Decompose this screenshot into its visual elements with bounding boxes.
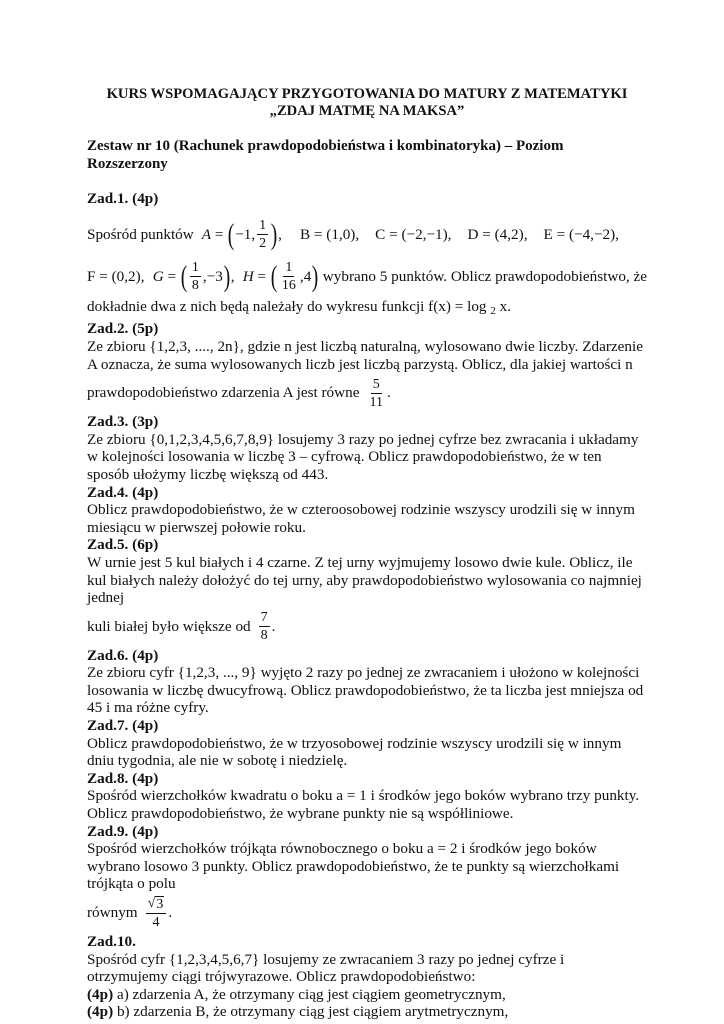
point-a-x: −1,	[235, 225, 256, 243]
point-h-name: H	[242, 267, 254, 285]
task-2-fraction-line: prawdopodobieństwo zdarzenia A jest równe $\frac{5}{11}$ .	[87, 376, 391, 410]
task-5-fraction: $\frac{7}{8}$	[260, 610, 268, 644]
task-10-heading: Zad.10.	[87, 933, 136, 950]
point-c: C = (−2,−1),	[375, 225, 452, 243]
task-8-heading: Zad.8. (4p)	[87, 769, 159, 787]
point-g-name: G	[152, 267, 164, 285]
task-9-heading: Zad.9. (4p)	[87, 822, 159, 840]
point-h-x-fraction: $\frac{1}{16}$	[281, 260, 296, 294]
point-d: D = (4,2),	[467, 225, 528, 243]
task-9-text: Spośród wierzchołków trójkąta równobocznego o boku a = 2 i środków jego boków wybrano losowo 3 punkty. Oblicz prawdopodobieństwo, że te punkty są wierzchołkami trójkąta o polu	[87, 840, 620, 893]
task-9-fraction-line: równym √ 3 4 .	[87, 896, 173, 930]
square-root: √ 3	[147, 896, 164, 912]
task-7-heading: Zad.7. (4p)	[87, 717, 159, 735]
document-page	[87, 86, 647, 1021]
task-6-text: Ze zbioru cyfr {1,2,3, ..., 9} wyjęto 2 razy po jednej ze zwracaniem i ułożono w kolejności losowania w liczbę dwucyfrową. Oblicz prawdopodobieństwo, że ta liczba jest mniejsza od 45 i ma różne cyfry.	[87, 664, 644, 717]
log-base: 2	[490, 304, 496, 317]
task-1-lead: Spośród punktów	[87, 225, 194, 243]
task-2-fraction: $\frac{5}{11}$	[369, 376, 383, 410]
point-a-y-fraction: $\frac{1}{2}$	[259, 218, 267, 252]
task-1-text-a: wybrano 5 punktów. Oblicz prawdopodobieństwo, że	[322, 267, 648, 285]
title-line-1: KURS WSPOMAGAJĄCY PRZYGOTOWANIA DO MATURY Z MATEMATYKI	[106, 86, 628, 102]
task-5-heading: Zad.5. (6p)	[87, 536, 159, 554]
task-4-heading: Zad.4. (4p)	[87, 483, 159, 501]
task-9-fraction: √ 3 4	[146, 896, 167, 930]
task-1-heading: Zad.1. (4p)	[87, 190, 159, 208]
task-5-text: W urnie jest 5 kul białych i 4 czarne. Z tej urny wyjmujemy losowo dwie kule. Oblicz, ile kul białych należy dołożyć do tej urny, aby prawdopodobieństwo wylosowania co najmniej jednej	[87, 553, 642, 607]
point-g-x-fraction: $\frac{1}{8}$	[191, 260, 199, 294]
task-2-text: Ze zbioru {1,2,3, ...., 2n}, gdzie n jest liczbą naturalną, wylosowano dwie liczby. Zdarzenie A oznacza, że suma wylosowanych liczb jest liczbą parzystą. Oblicz, dla jakiej wartości n	[87, 337, 643, 373]
task-10-part-a: (4p) a) zdarzenia A, że otrzymany ciąg jest ciągiem geometrycznym,	[87, 985, 506, 1003]
point-f: F = (0,2),	[87, 267, 145, 285]
point-e: E = (−4,−2),	[543, 225, 619, 243]
task-7-text: Oblicz prawdopodobieństwo, że w trzyosobowej rodzinie wszyscy urodzili się w innym dniu tygodnia, ale nie w sobotę i niedzielę.	[87, 734, 622, 770]
task-1-points-line-1: Spośród punktów A = ( −1, $\frac{1}{2}$ ) , B = (1,0), C = (−2,−1), D = (4,2), E = (−4,−2),	[87, 217, 619, 252]
task-8-text: Spośród wierzchołków kwadratu o boku a = 1 i środków jego boków wybrano trzy punkty. Oblicz prawdopodobieństwo, że wybrane punkty nie są współliniowe.	[87, 787, 640, 823]
task-10-text: Spośród cyfr {1,2,3,4,5,6,7} losujemy ze zwracaniem 3 razy po jednej cyfrze i otrzymujemy ciągi trójwyrazowe. Oblicz prawdopodobieństwo:	[87, 950, 565, 986]
task-1-points-line-2: F = (0,2), G = ( $\frac{1}{8}$ ,−3 ) , H = ( $\frac{1}{16}$ ,4 ) wybrano 5 punktów. Oblicz prawdopodobieństwo, że	[87, 259, 648, 294]
task-1-text-b: dokładnie dwa z nich będą należały do wykresu funkcji f(x) = log $_2$ x.	[87, 297, 511, 317]
title-line-2: „ZDAJ MATMĘ NA MAKSA”	[269, 103, 465, 119]
task-3-text: Ze zbioru {0,1,2,3,4,5,6,7,8,9} losujemy 3 razy po jednej cyfrze bez zwracania i układamy w kolejności losowania w liczbę 3 – cyfrową. Oblicz prawdopodobieństwo, że w ten sposób ułożymy liczbę większą od 443.	[87, 430, 639, 483]
task-5-fraction-line: kuli białej było większe od $\frac{7}{8}$ .	[87, 610, 276, 644]
point-g-y: ,−3	[202, 267, 223, 285]
point-h-y: ,4	[299, 267, 312, 285]
task-10-part-b: (4p) b) zdarzenia B, że otrzymany ciąg jest ciągiem arytmetrycznym,	[87, 1003, 509, 1021]
point-a-name: A	[201, 225, 212, 243]
task-4-text: Oblicz prawdopodobieństwo, że w czteroosobowej rodzinie wszyscy urodzili się w innym miesiącu w pierwszej połowie roku.	[87, 501, 635, 536]
task-2-heading: Zad.2. (5p)	[87, 320, 159, 338]
task-6-heading: Zad.6. (4p)	[87, 646, 159, 664]
task-3-heading: Zad.3. (3p)	[87, 413, 159, 431]
course-title	[87, 86, 647, 120]
set-subtitle: Zestaw nr 10 (Rachunek prawdopodobieństwa i kombinatoryka) – Poziom Rozszerzony	[87, 138, 564, 172]
point-b: B = (1,0),	[299, 225, 360, 243]
